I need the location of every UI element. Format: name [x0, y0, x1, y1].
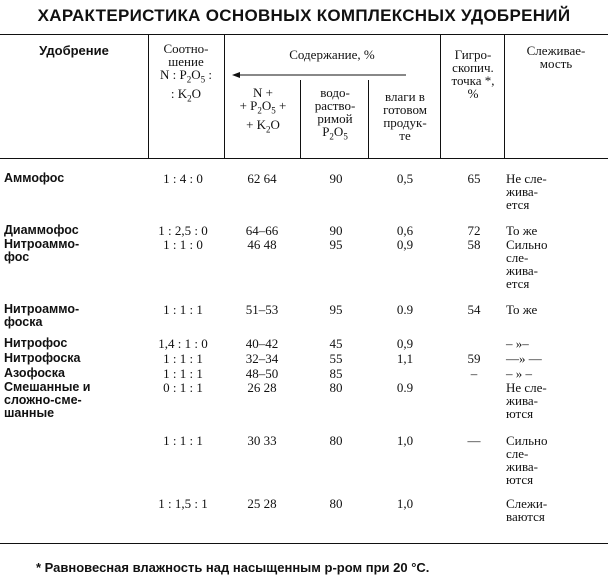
- cell-caking: —» —: [506, 351, 542, 366]
- cell-fertilizer: Нитрофоска: [4, 351, 81, 365]
- cell-water-soluble: 80: [329, 496, 343, 511]
- cell-caking: То же: [506, 223, 538, 238]
- cell-npk: 30 33: [247, 433, 277, 448]
- header-ratio: [150, 42, 222, 105]
- header-npk-line: N +: [253, 85, 273, 100]
- header-moisture-line: готовом: [383, 102, 427, 117]
- cell-npk: 46 48: [247, 237, 277, 252]
- header-rule: [0, 158, 608, 159]
- cell-ratio: 1 : 4 : 0: [163, 171, 203, 186]
- header-divider: [440, 34, 441, 158]
- cell-moisture: 1,0: [396, 496, 414, 511]
- cell-ratio: 1,4 : 1 : 0: [158, 336, 208, 351]
- cell-moisture: 0.9: [396, 380, 414, 395]
- cell-hygroscopic: 54: [467, 302, 481, 317]
- header-divider: [368, 80, 369, 158]
- cell-water-soluble: 85: [329, 366, 343, 381]
- header-water-line: римой: [317, 111, 353, 126]
- header-hygroscopic: [442, 48, 504, 100]
- cell-npk: 64–66: [245, 223, 279, 238]
- cell-ratio: 1 : 1 : 1: [163, 366, 203, 381]
- cell-ratio: 1 : 1 : 0: [163, 237, 203, 252]
- cell-npk: 40–42: [245, 336, 279, 351]
- header-ratio-line: Соотно-: [163, 41, 209, 56]
- cell-water-soluble: 90: [329, 171, 343, 186]
- header-content: Содержание, %: [289, 47, 375, 62]
- header-moisture-line: влаги в: [385, 89, 425, 104]
- cell-water-soluble: 45: [329, 336, 343, 351]
- cell-npk: 32–34: [245, 351, 279, 366]
- header-hygro-line: %: [467, 86, 479, 101]
- cell-fertilizer: Азофоска: [4, 366, 65, 380]
- header-moisture-line: те: [399, 128, 411, 143]
- cell-moisture: 1,0: [396, 433, 414, 448]
- cell-caking: Сильно сле- жива- ется: [506, 237, 548, 291]
- cell-npk: 62 64: [247, 171, 277, 186]
- cell-npk: 51–53: [245, 302, 279, 317]
- header-npk: [226, 86, 300, 136]
- cell-npk: 48–50: [245, 366, 279, 381]
- header-divider: [504, 34, 505, 158]
- cell-caking: Сильно сле- жива- ются: [506, 433, 548, 487]
- cell-hygroscopic: 72: [467, 223, 481, 238]
- cell-hygroscopic: 59: [467, 351, 481, 366]
- header-divider: [224, 34, 225, 158]
- cell-hygroscopic: 58: [467, 237, 481, 252]
- cell-fertilizer: Нитроаммо- фоска: [4, 302, 80, 329]
- cell-caking: То же: [506, 302, 538, 317]
- cell-ratio: 0 : 1 : 1: [163, 380, 203, 395]
- cell-moisture: 0,9: [396, 237, 414, 252]
- header-caking-line: Слеживае-: [526, 43, 586, 58]
- cell-hygroscopic: 65: [467, 171, 481, 186]
- cell-water-soluble: 95: [329, 302, 343, 317]
- cell-caking: Не сле- жива- ются: [506, 380, 547, 421]
- cell-ratio: 1 : 1 : 1: [163, 302, 203, 317]
- header-water-line: водо-: [320, 85, 350, 100]
- cell-fertilizer: Нитроаммо- фос: [4, 237, 80, 264]
- header-ratio-line: шение: [168, 54, 204, 69]
- cell-moisture: 0,9: [396, 336, 414, 351]
- header-divider: [148, 34, 149, 158]
- cell-npk: 26 28: [247, 380, 277, 395]
- header-hygro-line: точка *,: [451, 73, 495, 88]
- cell-water-soluble: 80: [329, 433, 343, 448]
- cell-moisture: 0.9: [396, 302, 414, 317]
- cell-water-soluble: 95: [329, 237, 343, 252]
- footnote: * Равновесная влажность над насыщенным р-ром при 20 °С.: [36, 560, 430, 575]
- header-water-formula: $P_2O_5$: [322, 124, 348, 142]
- cell-moisture: 0,5: [396, 171, 414, 186]
- header-divider: [300, 80, 301, 158]
- header-hygro-line: скопич.: [452, 60, 494, 75]
- header-water-soluble: [302, 86, 368, 144]
- header-caking-line: мость: [539, 56, 573, 71]
- cell-hygroscopic: –: [470, 366, 478, 381]
- cell-ratio: 1 : 1 : 1: [163, 351, 203, 366]
- cell-moisture: 1,1: [396, 351, 414, 366]
- cell-moisture: 0,6: [396, 223, 414, 238]
- cell-caking: – »–: [506, 336, 529, 351]
- cell-hygroscopic: —: [467, 433, 481, 448]
- cell-ratio: 1 : 1,5 : 1: [158, 496, 208, 511]
- cell-fertilizer: Аммофос: [4, 171, 65, 185]
- cell-water-soluble: 55: [329, 351, 343, 366]
- header-npk-formula: + $P_2O_5$ +: [239, 98, 287, 116]
- cell-water-soluble: 90: [329, 223, 343, 238]
- header-ratio-formula: N : $P_2O_5$ :: [160, 67, 212, 85]
- top-rule: [0, 34, 608, 35]
- bottom-rule: [0, 543, 608, 544]
- table-title: ХАРАКТЕРИСТИКА ОСНОВНЫХ КОМПЛЕКСНЫХ УДОБРЕНИЙ: [37, 6, 571, 25]
- header-hygro-line: Гигро-: [454, 47, 492, 62]
- cell-ratio: 1 : 2,5 : 0: [158, 223, 208, 238]
- cell-npk: 25 28: [247, 496, 277, 511]
- cell-caking: Слежи- ваются: [506, 496, 548, 524]
- cell-fertilizer: Нитрофос: [4, 336, 68, 350]
- header-caking: [506, 44, 606, 70]
- cell-fertilizer: Диаммофос: [4, 223, 79, 237]
- cell-fertilizer: Смешанные и сложно-сме- шанные: [4, 380, 91, 420]
- cell-caking: – » –: [506, 366, 532, 381]
- header-water-line: раство-: [314, 98, 356, 113]
- header-ratio-formula: : $K_2O$: [170, 85, 202, 104]
- cell-water-soluble: 80: [329, 380, 343, 395]
- cell-caking: Не сле- жива- ется: [506, 171, 547, 212]
- header-moisture: [370, 90, 440, 142]
- cell-ratio: 1 : 1 : 1: [163, 433, 203, 448]
- header-content-arrow: [232, 71, 406, 79]
- header-moisture-line: продук-: [383, 115, 427, 130]
- header-fertilizer: Удобрение: [39, 43, 109, 58]
- header-npk-formula: + $K_2O$: [246, 116, 280, 135]
